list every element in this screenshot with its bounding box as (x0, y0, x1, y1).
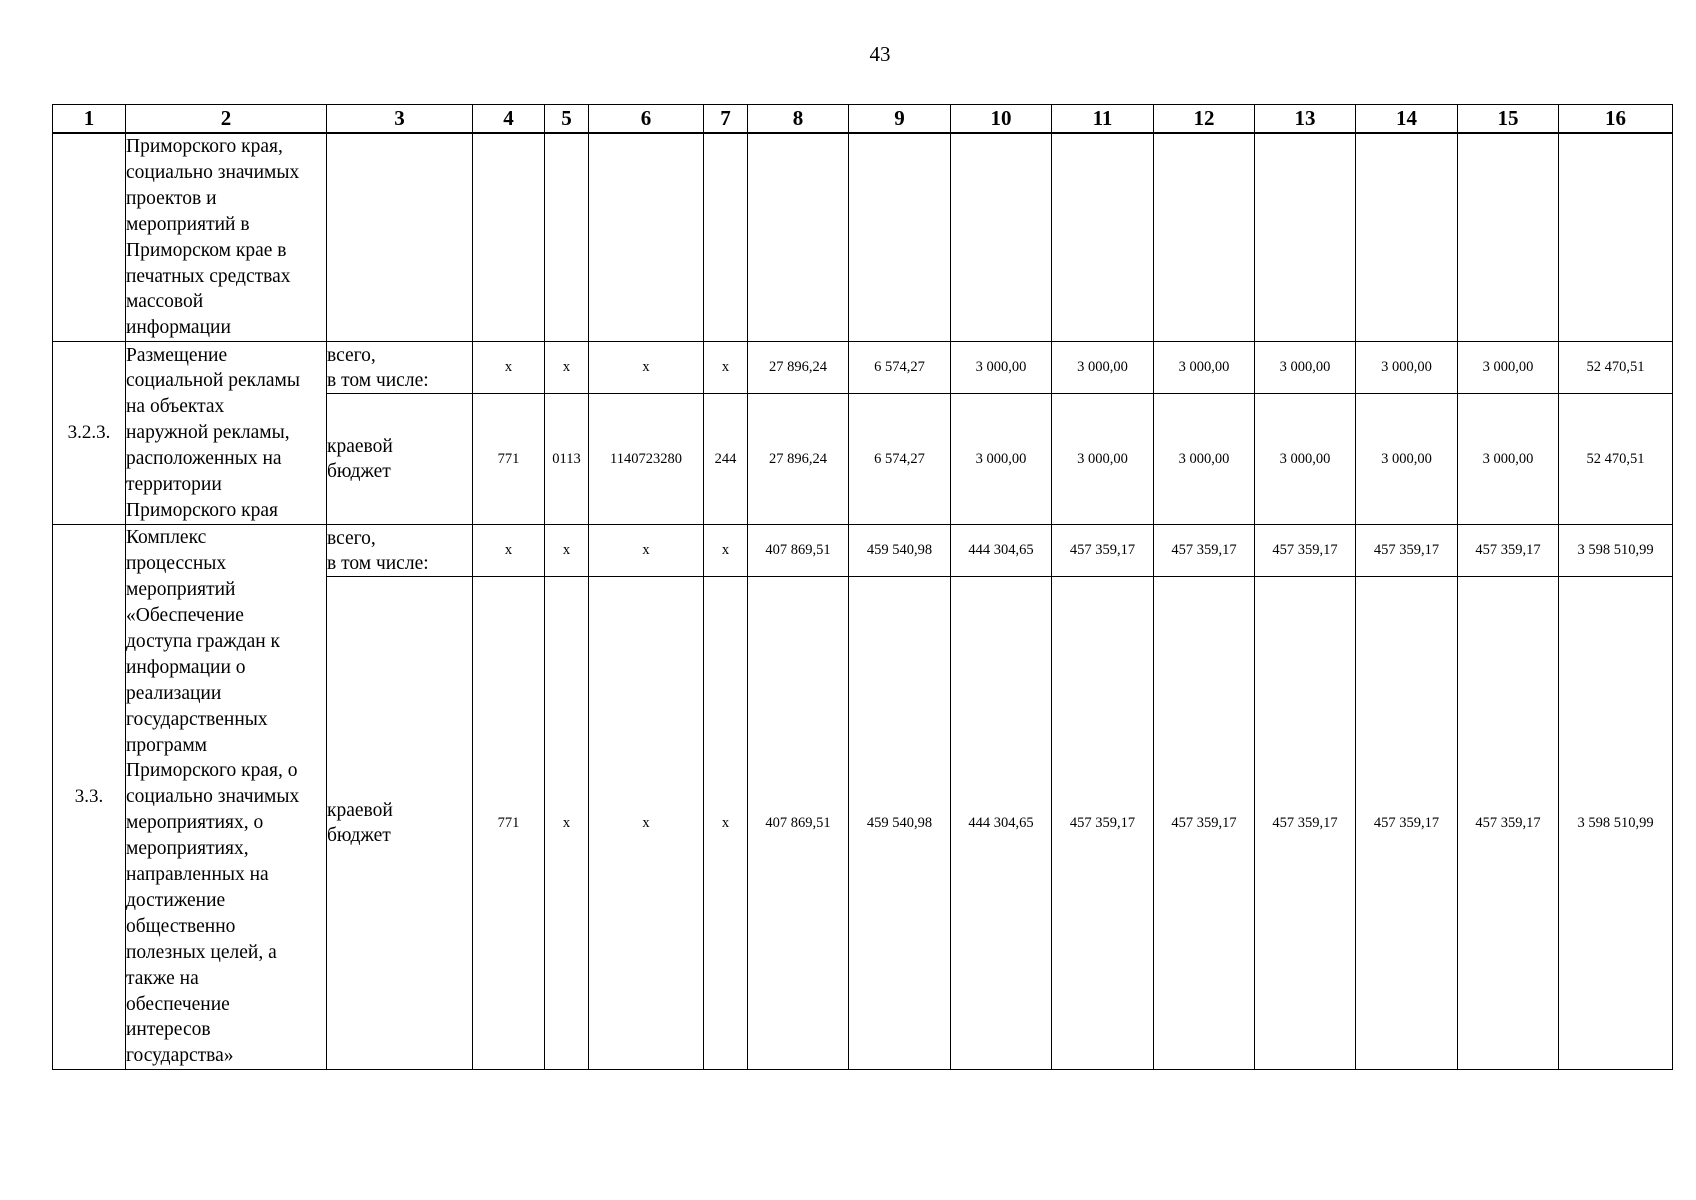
value-cell: 457 359,17 (1356, 577, 1458, 1070)
value-cell: x (473, 342, 545, 394)
value-cell: 0113 (545, 394, 589, 525)
value-cell: 3 000,00 (1052, 394, 1154, 525)
value-cell: 444 304,65 (951, 525, 1052, 577)
empty-cell (849, 133, 951, 342)
funding-source: всего, в том числе: (327, 525, 473, 577)
empty-cell (1052, 133, 1154, 342)
row-number: 3.3. (53, 525, 126, 1070)
value-cell: 457 359,17 (1052, 525, 1154, 577)
value-cell: 457 359,17 (1458, 577, 1559, 1070)
header-cell: 14 (1356, 105, 1458, 134)
header-cell: 8 (748, 105, 849, 134)
header-cell: 9 (849, 105, 951, 134)
value-cell: 457 359,17 (1255, 525, 1356, 577)
value-cell: 52 470,51 (1559, 342, 1673, 394)
empty-cell (951, 133, 1052, 342)
table-row (53, 342, 1673, 394)
empty-cell (473, 133, 545, 342)
empty-cell (1458, 133, 1559, 342)
header-cell: 11 (1052, 105, 1154, 134)
value-cell: 27 896,24 (748, 342, 849, 394)
table-row (53, 525, 1673, 577)
table-row (53, 133, 1673, 342)
value-cell: x (545, 342, 589, 394)
value-cell: 6 574,27 (849, 394, 951, 525)
row-description: Приморского края, социально значимых проектов и мероприятий в Приморском крае в печатных средствах массовой информации (126, 133, 327, 342)
value-cell: x (545, 577, 589, 1070)
value-cell: 457 359,17 (1356, 525, 1458, 577)
empty-cell (748, 133, 849, 342)
value-cell: 3 000,00 (1052, 342, 1154, 394)
value-cell: 3 000,00 (1255, 342, 1356, 394)
value-cell: 3 598 510,99 (1559, 525, 1673, 577)
header-cell: 3 (327, 105, 473, 134)
value-cell: 27 896,24 (748, 394, 849, 525)
value-cell: x (589, 525, 704, 577)
value-cell: 444 304,65 (951, 577, 1052, 1070)
value-cell: 457 359,17 (1458, 525, 1559, 577)
header-cell: 5 (545, 105, 589, 134)
header-cell: 6 (589, 105, 704, 134)
empty-cell (1559, 133, 1673, 342)
value-cell: 3 000,00 (951, 394, 1052, 525)
value-cell: 457 359,17 (1154, 577, 1255, 1070)
row-number: 3.2.3. (53, 342, 126, 525)
header-cell: 12 (1154, 105, 1255, 134)
value-cell: 1140723280 (589, 394, 704, 525)
value-cell: 457 359,17 (1255, 577, 1356, 1070)
value-cell: 3 000,00 (1458, 342, 1559, 394)
header-cell: 13 (1255, 105, 1356, 134)
empty-cell (589, 133, 704, 342)
header-cell: 4 (473, 105, 545, 134)
value-cell: 6 574,27 (849, 342, 951, 394)
empty-cell (545, 133, 589, 342)
header-cell: 16 (1559, 105, 1673, 134)
row-number (53, 133, 126, 342)
value-cell: 3 000,00 (1154, 394, 1255, 525)
value-cell: 459 540,98 (849, 577, 951, 1070)
value-cell: x (545, 525, 589, 577)
value-cell: 457 359,17 (1052, 577, 1154, 1070)
value-cell: 771 (473, 394, 545, 525)
page-number: 43 (869, 42, 891, 66)
funding-source: краевой бюджет (327, 577, 473, 1070)
empty-cell (327, 133, 473, 342)
empty-cell (704, 133, 748, 342)
row-description: Размещение социальной рекламы на объектах наружной рекламы, расположенных на территории Приморского края (126, 342, 327, 525)
value-cell: x (704, 525, 748, 577)
row-description: Комплекс процессных мероприятий «Обеспечение доступа граждан к информации о реализации государственных программ Приморского края, о социально значимых мероприятиях, о мероприятиях, направленных на достижение общественно полезных целей, а также на обеспечение интересов государства» (126, 525, 327, 1070)
value-cell: 3 000,00 (1154, 342, 1255, 394)
value-cell: 407 869,51 (748, 525, 849, 577)
value-cell: 407 869,51 (748, 577, 849, 1070)
value-cell: 459 540,98 (849, 525, 951, 577)
empty-cell (1255, 133, 1356, 342)
value-cell: x (704, 577, 748, 1070)
value-cell: 3 000,00 (1255, 394, 1356, 525)
header-cell: 1 (53, 105, 126, 134)
header-cell: 7 (704, 105, 748, 134)
header-cell: 10 (951, 105, 1052, 134)
value-cell: 3 000,00 (1356, 394, 1458, 525)
value-cell: 3 000,00 (1458, 394, 1559, 525)
value-cell: 3 598 510,99 (1559, 577, 1673, 1070)
empty-cell (1356, 133, 1458, 342)
value-cell: 244 (704, 394, 748, 525)
value-cell: 457 359,17 (1154, 525, 1255, 577)
header-row (53, 105, 1673, 134)
value-cell: 52 470,51 (1559, 394, 1673, 525)
value-cell: 3 000,00 (951, 342, 1052, 394)
funding-source: всего, в том числе: (327, 342, 473, 394)
header-cell: 2 (126, 105, 327, 134)
value-cell: x (704, 342, 748, 394)
value-cell: 3 000,00 (1356, 342, 1458, 394)
budget-table (52, 104, 1673, 1070)
header-cell: 15 (1458, 105, 1559, 134)
value-cell: 771 (473, 577, 545, 1070)
funding-source: краевой бюджет (327, 394, 473, 525)
value-cell: x (589, 342, 704, 394)
value-cell: x (473, 525, 545, 577)
empty-cell (1154, 133, 1255, 342)
value-cell: x (589, 577, 704, 1070)
